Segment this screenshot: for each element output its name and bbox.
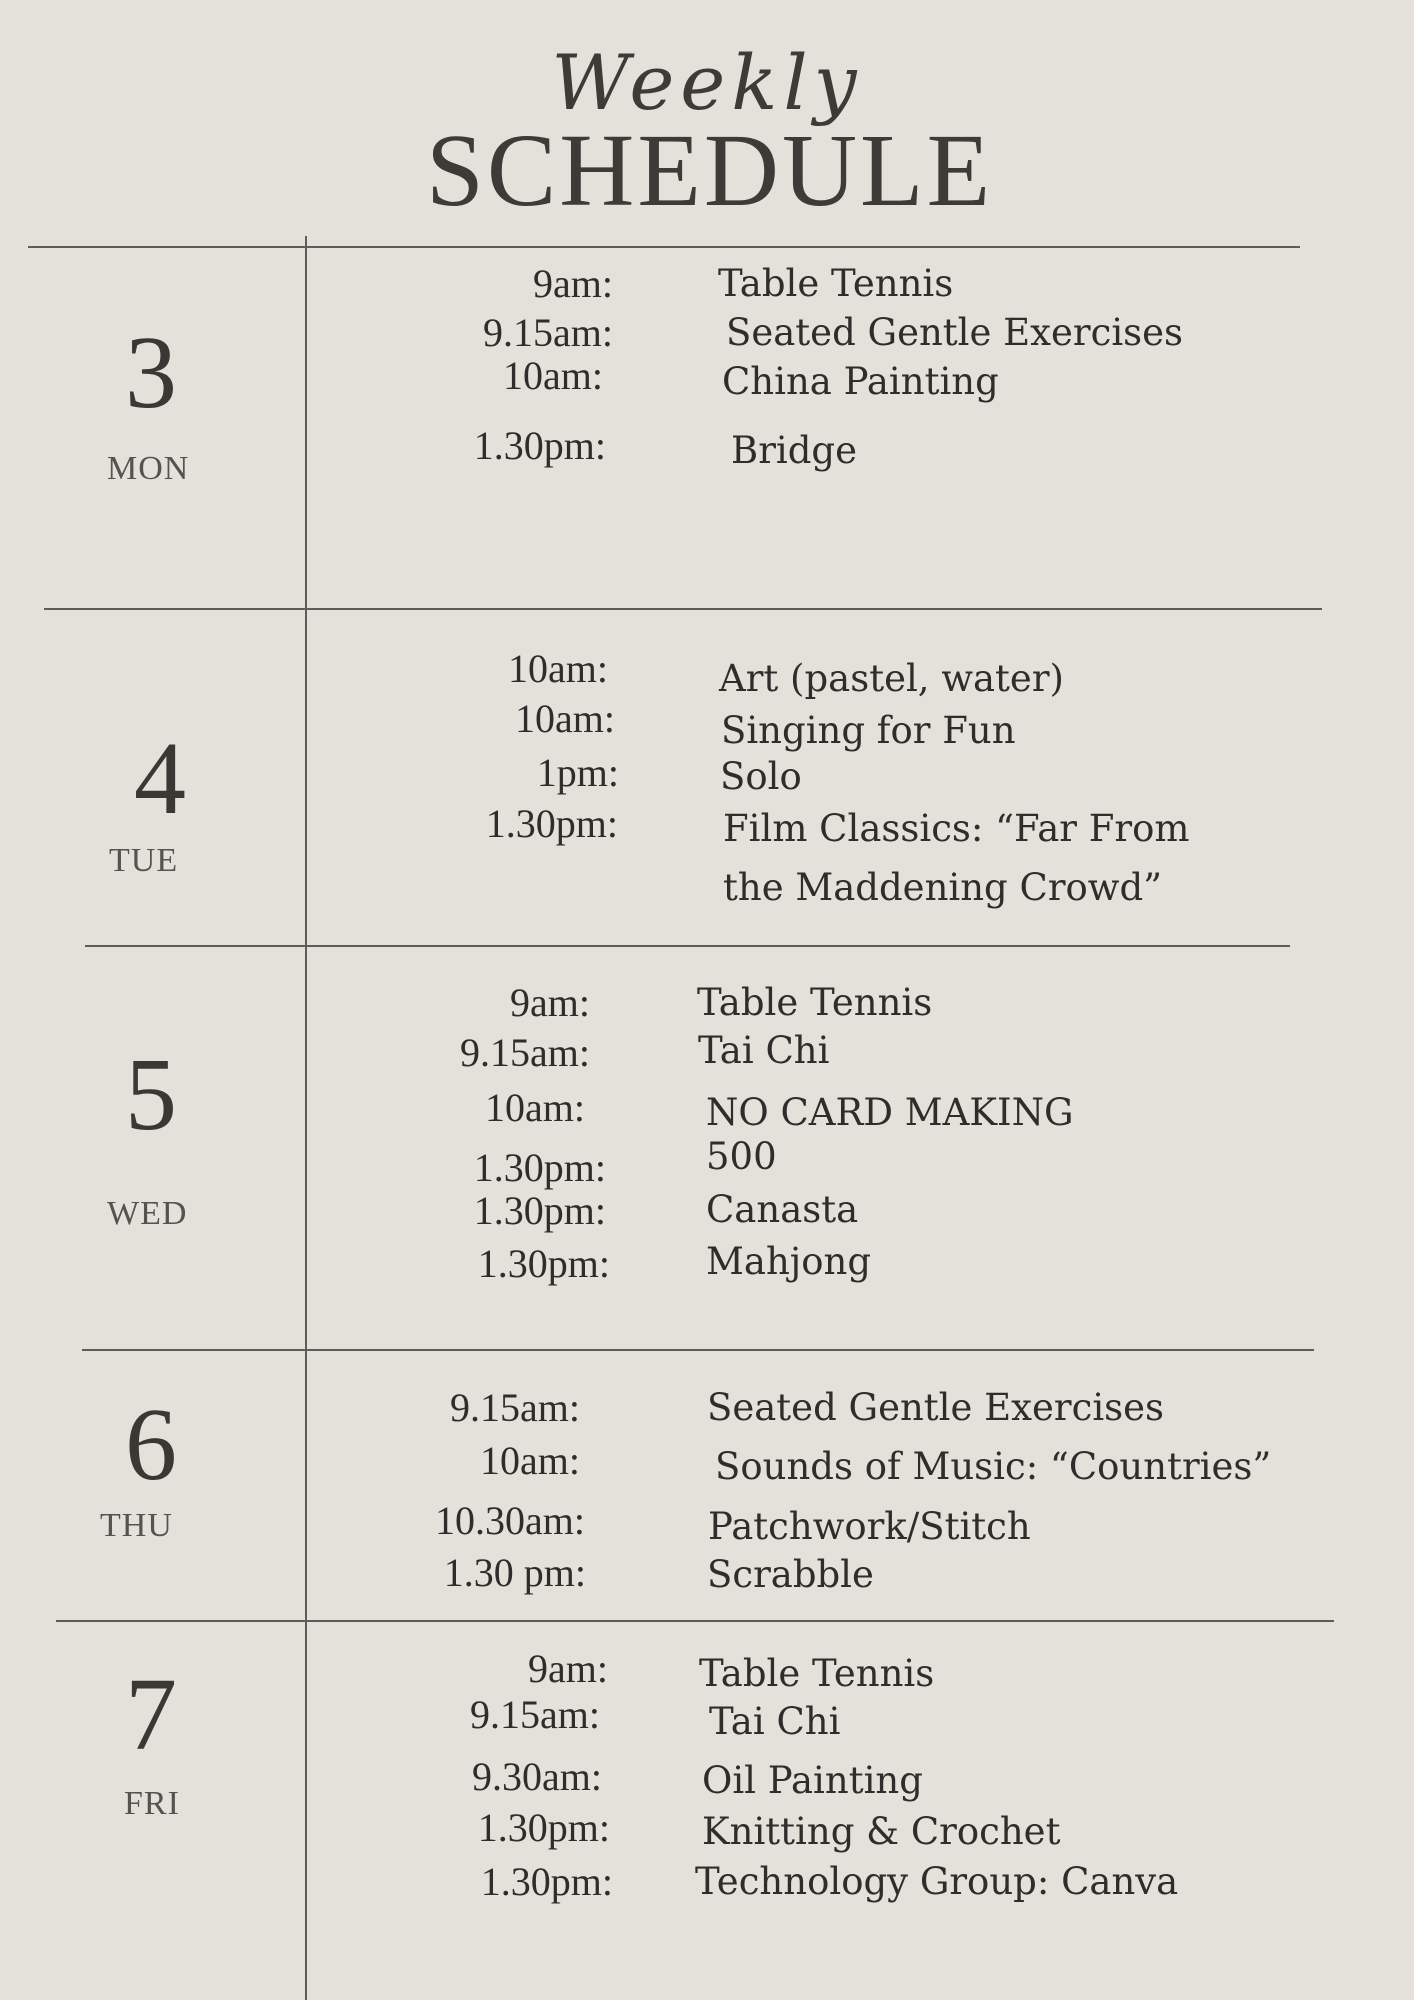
- day-name: FRI: [124, 1785, 180, 1822]
- day-name: WED: [107, 1195, 188, 1232]
- activity-label: Table Tennis: [699, 1652, 935, 1695]
- activity-label: 500: [706, 1135, 777, 1178]
- activity-label: Seated Gentle Exercises: [707, 1386, 1165, 1429]
- row-divider: [56, 1620, 1334, 1622]
- time-label: 10am:: [515, 696, 615, 741]
- activity-label: Bridge: [731, 429, 857, 472]
- time-label: 1.30pm:: [477, 1241, 610, 1286]
- row-divider: [28, 246, 1300, 248]
- row-divider: [44, 608, 1322, 610]
- day-name: MON: [107, 450, 190, 487]
- activity-label: Table Tennis: [718, 262, 954, 305]
- time-label: 9am:: [533, 261, 613, 306]
- day-number: 6: [125, 1387, 177, 1502]
- activity-label: Table Tennis: [697, 981, 933, 1024]
- time-label: 9.15am:: [450, 1385, 580, 1430]
- day-number: 3: [125, 315, 177, 430]
- activity-label: China Painting: [722, 360, 999, 403]
- time-label: 10am:: [480, 1438, 580, 1483]
- activity-label: Art (pastel, water): [719, 657, 1064, 700]
- row-divider: [85, 945, 1290, 947]
- column-divider: [305, 236, 307, 2000]
- activity-label: Tai Chi: [698, 1029, 830, 1072]
- activity-label: Tai Chi: [709, 1700, 841, 1743]
- day-number: 7: [125, 1657, 177, 1772]
- activity-label: NO CARD MAKING: [706, 1091, 1074, 1134]
- time-label: 10am:: [485, 1085, 585, 1130]
- activity-label: Technology Group: Canva: [695, 1860, 1179, 1903]
- time-label: 1.30pm:: [473, 1188, 606, 1233]
- time-label: 1.30pm:: [485, 801, 618, 846]
- time-label: 9.15am:: [470, 1692, 600, 1737]
- day-number: 4: [134, 721, 186, 836]
- activity-label: Singing for Fun: [721, 709, 1016, 752]
- time-label: 9.30am:: [472, 1754, 602, 1799]
- time-label: 1.30pm:: [473, 423, 606, 468]
- row-divider: [82, 1349, 1314, 1351]
- page-title: SCHEDULE: [426, 113, 994, 228]
- activity-label: Knitting & Crochet: [702, 1810, 1061, 1853]
- day-number: 5: [125, 1037, 177, 1152]
- activity-label: Mahjong: [706, 1240, 872, 1283]
- activity-label: Oil Painting: [702, 1759, 923, 1802]
- time-label: 1.30pm:: [473, 1145, 606, 1190]
- time-label: 9am:: [510, 980, 590, 1025]
- activity-label: Sounds of Music: “Countries”: [715, 1445, 1272, 1488]
- time-label: 9.15am:: [460, 1030, 590, 1075]
- time-label: 10am:: [503, 353, 603, 398]
- time-label: 1.30pm:: [480, 1859, 613, 1904]
- time-label: 1.30 pm:: [443, 1550, 586, 1595]
- time-label: 9.15am:: [483, 310, 613, 355]
- activity-label-continuation: the Maddening Crowd”: [723, 866, 1163, 909]
- activity-label: Scrabble: [707, 1553, 874, 1596]
- time-label: 9am:: [528, 1646, 608, 1691]
- activity-label: Solo: [720, 755, 802, 798]
- activity-label: Film Classics: “Far From: [723, 807, 1190, 850]
- time-label: 10.30am:: [435, 1498, 585, 1543]
- time-label: 1pm:: [536, 750, 619, 795]
- activity-label: Seated Gentle Exercises: [726, 311, 1184, 354]
- day-name: THU: [100, 1507, 173, 1544]
- activity-label: Canasta: [706, 1188, 859, 1231]
- activity-label: Patchwork/Stitch: [708, 1505, 1031, 1548]
- day-name: TUE: [109, 842, 179, 879]
- title-script: Weekly: [551, 38, 863, 127]
- time-label: 1.30pm:: [477, 1805, 610, 1850]
- time-label: 10am:: [508, 646, 608, 691]
